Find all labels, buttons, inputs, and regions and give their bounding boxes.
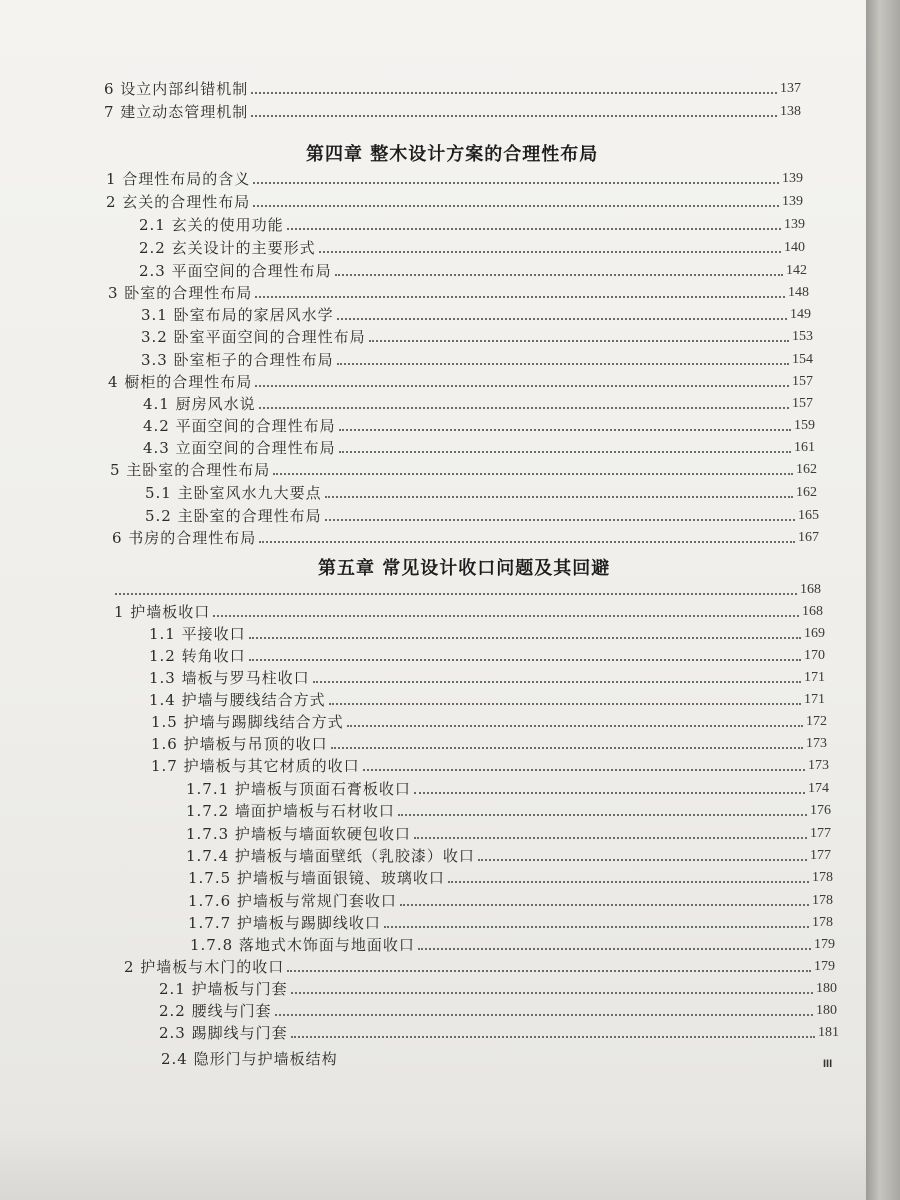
- dot-leader: [251, 92, 777, 94]
- toc-entry-page: 178: [812, 870, 833, 885]
- dot-leader: [319, 251, 781, 253]
- toc-entry-page: 178: [812, 893, 833, 908]
- toc-entry: [188, 869, 833, 887]
- dot-leader: [448, 881, 809, 883]
- dot-leader: [339, 429, 791, 431]
- toc-entry: [106, 170, 803, 188]
- toc-entry-title: 2 玄关的合理性布局: [106, 193, 251, 211]
- toc-entry-title: 2 护墙板与木门的收口: [124, 958, 285, 976]
- page-shadow: [0, 1125, 866, 1200]
- dot-leader: [287, 228, 781, 230]
- toc-entry-page: 139: [782, 171, 803, 186]
- dot-leader: [337, 363, 789, 365]
- toc-entry-title: 4.3 立面空间的合理性布局: [143, 439, 336, 457]
- toc-entry: [159, 1024, 839, 1042]
- toc-entry-page: 176: [810, 803, 831, 818]
- toc-entry: [149, 625, 825, 643]
- toc-entry-title: 1.7.6 护墙板与常规门套收口: [188, 892, 397, 910]
- dot-leader: [115, 593, 797, 595]
- toc-entry: [108, 284, 809, 302]
- toc-entry: [159, 1002, 837, 1020]
- toc-entry-title: 2.1 护墙板与门套: [159, 980, 288, 998]
- toc-entry-page: 174: [808, 781, 829, 796]
- toc-entry: [143, 439, 815, 457]
- dot-leader: [249, 637, 801, 639]
- toc-entry: [151, 757, 829, 775]
- toc-entry-page: 139: [782, 194, 803, 209]
- toc-entry: [186, 847, 831, 865]
- toc-entry: [190, 936, 835, 954]
- toc-entry: [159, 980, 837, 998]
- toc-entry-title: 1.7.7 护墙板与踢脚线收口: [188, 914, 381, 932]
- dot-leader: [259, 407, 789, 409]
- toc-entry: [145, 484, 817, 502]
- toc-entry: [139, 239, 805, 257]
- dot-leader: [369, 340, 789, 342]
- toc-entry: [112, 581, 821, 599]
- toc-entry-page: 162: [796, 485, 817, 500]
- toc-entry-page: 138: [780, 104, 801, 119]
- toc-entry-title: 6 设立内部纠错机制: [104, 80, 249, 98]
- toc-entry-title: 1.3 墙板与罗马柱收口: [149, 669, 310, 687]
- toc-entry-page: 157: [792, 396, 813, 411]
- toc-entry-title: 1.1 平接收口: [149, 625, 246, 643]
- chapter-heading: 第四章 整木设计方案的合理性布局: [306, 144, 599, 165]
- toc-entry-page: 177: [810, 826, 831, 841]
- dot-leader: [249, 659, 801, 661]
- dot-leader: [253, 182, 779, 184]
- toc-entry-page: 168: [802, 604, 823, 619]
- toc-entry: [114, 603, 823, 621]
- toc-entry-title: 3.1 卧室布局的家居风水学: [141, 306, 334, 324]
- dot-leader: [287, 970, 811, 972]
- dot-leader: [414, 792, 805, 794]
- toc-entry-page: 162: [796, 462, 817, 477]
- toc-entry-title: 7 建立动态管理机制: [104, 103, 249, 121]
- toc-entry-page: 140: [784, 240, 805, 255]
- toc-entry: [186, 802, 831, 820]
- toc-entry: [139, 262, 807, 280]
- toc-entry: [186, 825, 831, 843]
- toc-entry: [149, 669, 825, 687]
- page-folio: III: [823, 1058, 833, 1070]
- toc-entry: [149, 647, 825, 665]
- toc-entry-page: 180: [816, 981, 837, 996]
- dot-leader: [363, 769, 805, 771]
- dot-leader: [273, 473, 793, 475]
- dot-leader: [400, 904, 809, 906]
- dot-leader: [418, 948, 811, 950]
- dot-leader: [339, 451, 791, 453]
- toc-entry-title: 1.7.3 护墙板与墙面软硬包收口: [186, 825, 411, 843]
- toc-entry: [104, 103, 801, 121]
- toc-entry-page: 171: [804, 670, 825, 685]
- toc-entry-page: 179: [814, 959, 835, 974]
- dot-leader: [331, 747, 803, 749]
- toc-entry-page: 161: [794, 440, 815, 455]
- dot-leader: [478, 859, 807, 861]
- toc-entry-page: 179: [814, 937, 835, 952]
- dot-leader: [251, 115, 777, 117]
- dot-leader: [414, 837, 807, 839]
- toc-entry-page: 173: [806, 736, 827, 751]
- toc-entry-title: 4 橱柜的合理性布局: [108, 373, 253, 391]
- toc-entry-title: 1 护墙板收口: [114, 603, 211, 621]
- dot-leader: [313, 681, 801, 683]
- dot-leader: [329, 703, 801, 705]
- dot-leader: [398, 814, 807, 816]
- toc-entry-title: 2.2 玄关设计的主要形式: [139, 239, 316, 257]
- toc-entry: [141, 328, 813, 346]
- toc-entry-page: 148: [788, 285, 809, 300]
- toc-entry: [161, 1050, 801, 1068]
- toc-entry-page: 153: [792, 329, 813, 344]
- toc-entry-title: 1.2 转角收口: [149, 647, 246, 665]
- toc-entry-page: 167: [798, 530, 819, 545]
- toc-entry-title: 1.7 护墙板与其它材质的收口: [151, 757, 360, 775]
- dot-leader: [255, 296, 785, 298]
- toc-entry-page: 139: [784, 217, 805, 232]
- toc-entry: [124, 958, 835, 976]
- dot-leader: [255, 385, 789, 387]
- toc-entry-title: 3 卧室的合理性布局: [108, 284, 253, 302]
- toc-entry-page: 181: [818, 1025, 839, 1040]
- toc-entry-page: 172: [806, 714, 827, 729]
- dot-leader: [275, 1014, 813, 1016]
- book-spine: [866, 0, 900, 1200]
- toc-entry-title: 1.6 护墙板与吊顶的收口: [151, 735, 328, 753]
- toc-entry-title: 4.1 厨房风水说: [143, 395, 256, 413]
- toc-entry-title: 2.2 腰线与门套: [159, 1002, 272, 1020]
- toc-entry-page: 173: [808, 758, 829, 773]
- toc-entry-title: 1 合理性布局的含义: [106, 170, 251, 188]
- dot-leader: [347, 725, 803, 727]
- toc-entry-title: 1.4 护墙与腰线结合方式: [149, 691, 326, 709]
- toc-entry: [143, 395, 813, 413]
- toc-entry-title: 5.2 主卧室的合理性布局: [145, 507, 322, 525]
- toc-entry-page: 168: [800, 582, 821, 597]
- toc-entry: [110, 461, 817, 479]
- toc-entry-title: 6 书房的合理性布局: [112, 529, 257, 547]
- toc-entry-page: 157: [792, 374, 813, 389]
- toc-entry: [188, 914, 833, 932]
- toc-entry-title: 2.3 踢脚线与门套: [159, 1024, 288, 1042]
- toc-entry-page: 171: [804, 692, 825, 707]
- toc-entry: [104, 80, 801, 98]
- toc-entry-title: 4.2 平面空间的合理性布局: [143, 417, 336, 435]
- toc-entry-page: 137: [780, 81, 801, 96]
- toc-entry-title: 2.3 平面空间的合理性布局: [139, 262, 332, 280]
- toc-entry-title: 3.3 卧室柜子的合理性布局: [141, 351, 334, 369]
- dot-leader: [384, 926, 809, 928]
- toc-entry-title: 3.2 卧室平面空间的合理性布局: [141, 328, 366, 346]
- toc-entry: [139, 216, 805, 234]
- toc-entry-page: 178: [812, 915, 833, 930]
- toc-entry: [141, 351, 813, 369]
- dot-leader: [259, 541, 795, 543]
- toc-entry: [143, 417, 815, 435]
- toc-entry: [106, 193, 803, 211]
- toc-entry-title: 1.7.5 护墙板与墙面银镜、玻璃收口: [188, 869, 445, 887]
- dot-leader: [253, 205, 779, 207]
- toc-entry-page: 177: [810, 848, 831, 863]
- toc-entry-page: 169: [804, 626, 825, 641]
- chapter-heading: 第五章 常见设计收口问题及其回避: [318, 558, 611, 579]
- toc-entry-title: 5.1 主卧室风水九大要点: [145, 484, 322, 502]
- dot-leader: [291, 1036, 815, 1038]
- toc-entry: [145, 507, 819, 525]
- toc-entry-title: 2.1 玄关的使用功能: [139, 216, 284, 234]
- dot-leader: [291, 992, 813, 994]
- toc-entry: [149, 691, 825, 709]
- toc-entry-page: 154: [792, 352, 813, 367]
- toc-entry-page: 180: [816, 1003, 837, 1018]
- toc-entry-page: 149: [790, 307, 811, 322]
- toc-entry-title: 2.4 隐形门与护墙板结构: [161, 1050, 338, 1068]
- toc-entry-title: 1.5 护墙与踢脚线结合方式: [151, 713, 344, 731]
- dot-leader: [325, 519, 795, 521]
- toc-entry: [151, 735, 827, 753]
- toc-entry: [112, 529, 819, 547]
- toc-entry-title: 1.7.4 护墙板与墙面壁纸（乳胶漆）收口: [186, 847, 475, 865]
- dot-leader: [325, 496, 793, 498]
- toc-entry: [186, 780, 829, 798]
- dot-leader: [213, 615, 799, 617]
- toc-entry-page: 159: [794, 418, 815, 433]
- toc-entry: [188, 892, 833, 910]
- toc-entry: [141, 306, 811, 324]
- dot-leader: [335, 274, 783, 276]
- toc-entry: [108, 373, 813, 391]
- toc-entry: [151, 713, 827, 731]
- toc-entry-title: 1.7.1 护墙板与顶面石膏板收口: [186, 780, 411, 798]
- toc-entry-title: 1.7.8 落地式木饰面与地面收口: [190, 936, 415, 954]
- toc-entry-title: 1.7.2 墙面护墙板与石材收口: [186, 802, 395, 820]
- toc-entry-page: 165: [798, 508, 819, 523]
- toc-entry-page: 142: [786, 263, 807, 278]
- dot-leader: [337, 318, 787, 320]
- toc-entry-title: 5 主卧室的合理性布局: [110, 461, 271, 479]
- toc-entry-page: 170: [804, 648, 825, 663]
